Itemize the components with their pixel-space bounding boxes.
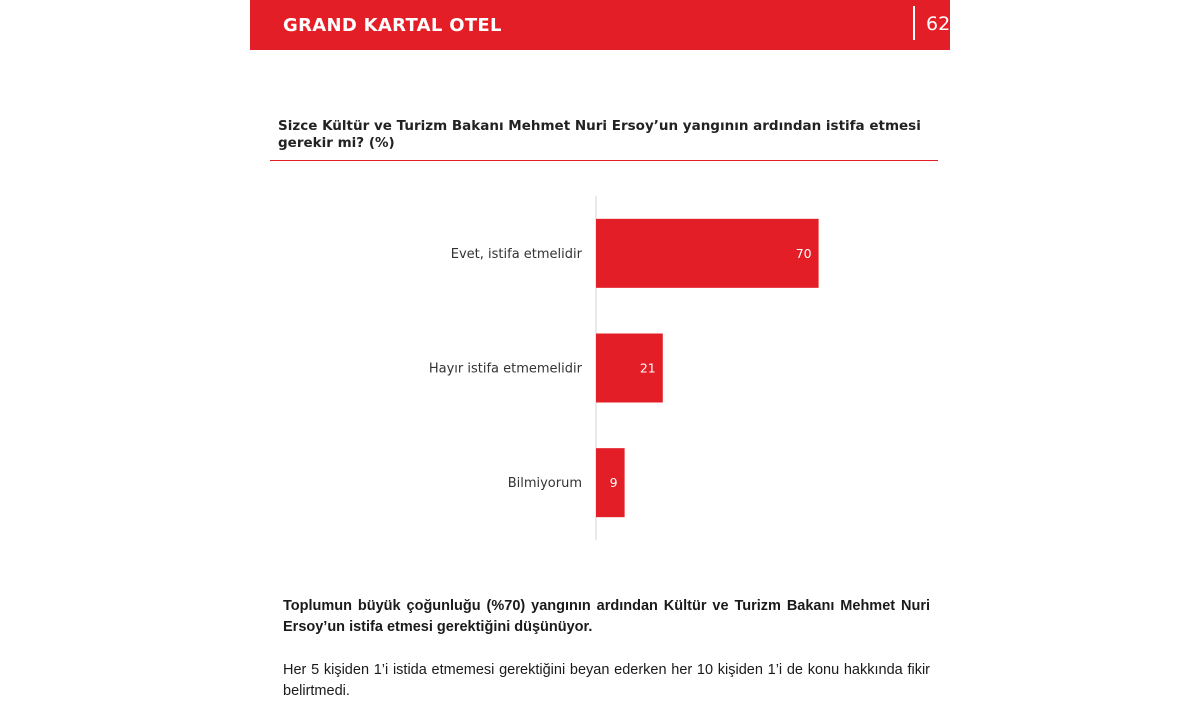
value-label-2: 9 [609,475,618,491]
value-label-1: 21 [639,360,656,376]
detail-paragraph: Her 5 kişiden 1’i istida etmemesi gerektiğini beyan ederken her 10 kişiden 1’i de konu hakkında fikir belirtmedi. [283,662,930,699]
category-label-1: Hayır istifa etmemelidir [428,361,582,377]
category-label-2: Bilmiyorum [507,476,582,492]
brand-title: GRAND KARTAL OTEL [283,15,502,36]
value-label-0: 70 [795,245,812,261]
page-divider [913,6,915,40]
bar-0 [596,219,819,288]
summary-paragraph: Toplumun büyük çoğunluğu (%70) yangının ardından Kültür ve Turizm Bakanı Mehmet Nuri Ersoy’un istifa etmesi gerektiğini düşünüyor. [283,598,930,635]
category-label-0: Evet, istifa etmelidir [450,246,582,262]
question-divider [270,160,938,161]
bar-chart [250,190,950,550]
page-number: 62 [926,13,951,35]
report-page [250,0,950,705]
header-bar [250,0,950,50]
survey-question: Sizce Kültür ve Turizm Bakanı Mehmet Nuri Ersoy’un yangının ardından istifa etmesi gerekir mi? (%) [278,118,921,151]
